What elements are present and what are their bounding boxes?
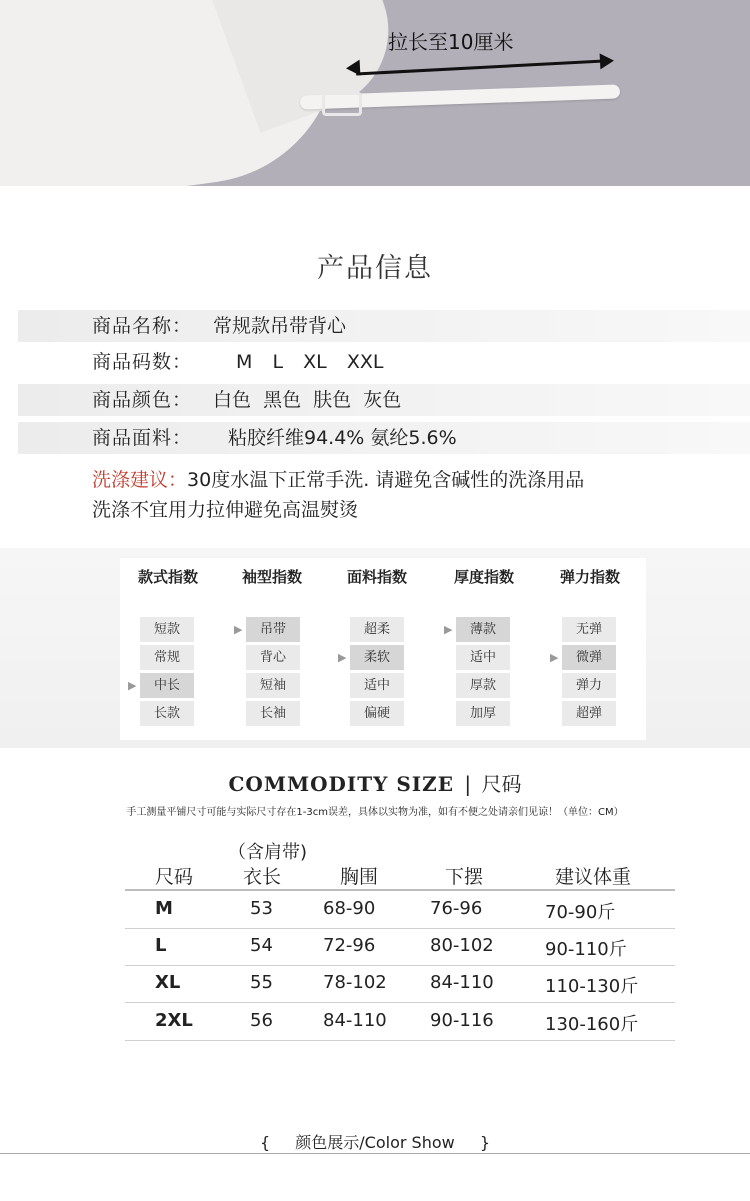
selection-arrow-icon: ▶ bbox=[234, 623, 243, 636]
size-cell: 90-110斤 bbox=[545, 939, 627, 960]
col-header-weight: 建议体重 bbox=[555, 866, 632, 888]
size-chart-title bbox=[0, 768, 750, 797]
index-cell: 微弹 bbox=[562, 645, 616, 670]
index-cell: 短款 bbox=[140, 617, 194, 642]
col-header-length: 衣长 bbox=[243, 866, 282, 888]
size-cell: 55 bbox=[250, 972, 273, 993]
index-cell: 背心 bbox=[246, 645, 300, 670]
product-info-title: 产品信息 bbox=[317, 253, 433, 284]
col-header-size: 尺码 bbox=[155, 866, 194, 888]
info-row-name bbox=[18, 310, 750, 342]
index-title: 款式指数 bbox=[137, 568, 198, 586]
size-cell: 76-96 bbox=[430, 898, 483, 919]
selection-arrow-icon: ▶ bbox=[338, 651, 347, 664]
size-chart-title-en: COMMODITY SIZE bbox=[228, 772, 455, 796]
index-cell: 长款 bbox=[140, 701, 194, 726]
length-note: （含肩带) bbox=[228, 842, 308, 863]
size-cell: XL bbox=[155, 972, 181, 993]
size-cell: 2XL bbox=[155, 1010, 193, 1031]
size-chart-title-cn: 尺码 bbox=[481, 772, 522, 796]
size-cell: 90-116 bbox=[430, 1010, 494, 1031]
index-cell: 薄款 bbox=[456, 617, 510, 642]
wash-label: 洗涤建议： bbox=[92, 469, 188, 491]
index-title: 厚度指数 bbox=[453, 568, 514, 586]
size-cell: 68-90 bbox=[323, 898, 376, 919]
arrow-left-icon bbox=[346, 60, 361, 77]
index-cell: 吊带 bbox=[246, 617, 300, 642]
index-cell: 长袖 bbox=[246, 701, 300, 726]
info-value: 常规款吊带背心 bbox=[213, 315, 347, 337]
index-title: 面料指数 bbox=[346, 568, 407, 586]
info-value: 白色 黑色 肤色 灰色 bbox=[213, 389, 402, 411]
index-cell: 弹力 bbox=[562, 673, 616, 698]
color-show-heading bbox=[0, 1130, 750, 1153]
size-cell: 110-130斤 bbox=[545, 976, 639, 997]
index-cell: 柔软 bbox=[350, 645, 404, 670]
size-cell: 130-160斤 bbox=[545, 1014, 639, 1035]
wash-line-2: 洗涤不宜用力拉伸避免高温熨烫 bbox=[92, 499, 359, 521]
selection-arrow-icon: ▶ bbox=[444, 623, 453, 636]
footer-divider bbox=[0, 1153, 750, 1154]
info-row-colors bbox=[18, 384, 750, 416]
size-cell: 80-102 bbox=[430, 935, 494, 956]
title-separator: | bbox=[464, 772, 472, 796]
selection-arrow-icon: ▶ bbox=[128, 679, 137, 692]
index-cell: 超弹 bbox=[562, 701, 616, 726]
index-title: 袖型指数 bbox=[241, 568, 302, 586]
table-divider bbox=[125, 889, 675, 891]
wash-line-1: 30度水温下正常手洗. 请避免含碱性的洗涤用品 bbox=[187, 469, 585, 491]
size-cell: 84-110 bbox=[323, 1010, 387, 1031]
size-cell: L bbox=[155, 935, 167, 956]
color-show-label: 颜色展示/Color Show bbox=[295, 1133, 455, 1152]
row-divider bbox=[125, 1040, 675, 1041]
size-cell: 78-102 bbox=[323, 972, 387, 993]
index-cell: 适中 bbox=[456, 645, 510, 670]
hero-photo bbox=[0, 0, 750, 186]
info-label: 商品码数： bbox=[92, 351, 193, 373]
selection-arrow-icon: ▶ bbox=[550, 651, 559, 664]
size-cell: 70-90斤 bbox=[545, 902, 616, 923]
index-cell: 中长 bbox=[140, 673, 194, 698]
size-cell: 56 bbox=[250, 1010, 273, 1031]
index-cell: 无弹 bbox=[562, 617, 616, 642]
index-cell: 厚款 bbox=[456, 673, 510, 698]
size-cell: M bbox=[155, 898, 173, 919]
col-header-bust: 胸围 bbox=[340, 866, 379, 888]
info-label: 商品名称： bbox=[92, 315, 193, 337]
row-divider bbox=[125, 1002, 675, 1003]
row-divider bbox=[125, 965, 675, 966]
stretch-caption: 拉长至10厘米 bbox=[388, 30, 514, 54]
measurement-note: 手工测量平铺尺寸可能与实际尺寸存在1-3cm误差，具体以实物为准，如有不便之处请亲们见谅！（单位：CM） bbox=[126, 807, 624, 818]
index-cell: 偏硬 bbox=[350, 701, 404, 726]
size-cell: 53 bbox=[250, 898, 273, 919]
size-cell: 54 bbox=[250, 935, 273, 956]
stretch-arrow-line bbox=[356, 60, 604, 76]
info-label: 商品面料： bbox=[92, 427, 193, 449]
index-cell: 适中 bbox=[350, 673, 404, 698]
size-cell: 72-96 bbox=[323, 935, 376, 956]
index-cell: 常规 bbox=[140, 645, 194, 670]
info-row-fabric bbox=[18, 422, 750, 454]
wash-advice bbox=[92, 464, 584, 496]
info-value: M L XL XXL bbox=[236, 351, 384, 373]
col-header-hem: 下摆 bbox=[445, 866, 484, 888]
row-divider bbox=[125, 928, 675, 929]
info-label: 商品颜色： bbox=[92, 389, 193, 411]
arrow-right-icon bbox=[600, 53, 615, 70]
strap-adjuster bbox=[322, 92, 362, 116]
size-cell: 84-110 bbox=[430, 972, 494, 993]
index-cell: 短袖 bbox=[246, 673, 300, 698]
brace-open: { bbox=[260, 1133, 271, 1152]
index-cell: 超柔 bbox=[350, 617, 404, 642]
index-title: 弹力指数 bbox=[559, 568, 620, 586]
info-value: 粘胶纤维94.4% 氨纶5.6% bbox=[228, 427, 457, 449]
info-row-sizes bbox=[18, 346, 750, 378]
brace-close: } bbox=[479, 1133, 490, 1152]
index-cell: 加厚 bbox=[456, 701, 510, 726]
